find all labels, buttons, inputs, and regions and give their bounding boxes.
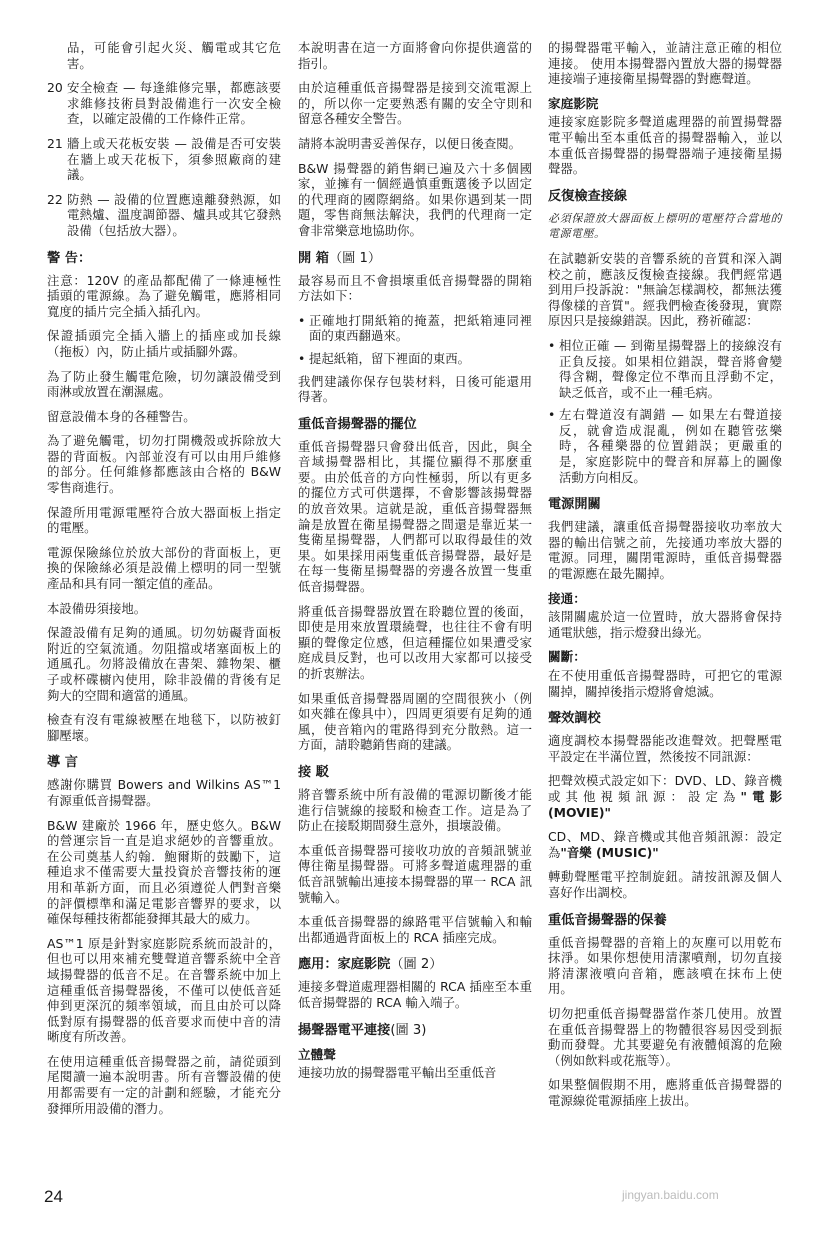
paragraph: 的揚聲器電平輸入，並請注意正確的相位連接。 使用本揚聲器內置放大器的揚聲器連接端子連接衛星揚聲器的對應聲道。 — [548, 40, 782, 87]
heading-sound-adjustment: 聲效調校 — [548, 711, 601, 727]
subheading-off: 關斷： — [548, 649, 586, 665]
page-number: 24 — [44, 1187, 63, 1206]
bullet-icon: • — [548, 407, 556, 423]
item-number: 20 — [47, 80, 63, 96]
paragraph: 將音響系統中所有設備的電源切斷後才能進行信號線的接駁和檢查工作。這是為了防止在接駁期間發生意外，損壞設備。 — [298, 786, 532, 834]
heading-speaker-level — [298, 1023, 532, 1039]
paragraph: 本設備毋須接地。 — [47, 600, 147, 616]
paragraph: 切勿把重低音揚聲器當作茶几使用。放置在重低音揚聲器上的物體很容易因受到振動而發聲。尤其要避免有液體傾瀉的危險（例如飲料或花瓶等）。 — [548, 1005, 782, 1068]
figure-ref: (圖 3) — [390, 1022, 427, 1038]
paragraph: 最容易而且不會損壞重低音揚聲器的開箱方法如下： — [298, 272, 532, 304]
mode-value: "電影 (MOVIE)" — [548, 788, 782, 820]
heading-placement: 重低音揚聲器的擺位 — [298, 416, 417, 432]
heading-warning: 警 告： — [47, 250, 92, 266]
watermark: jingyan.baidu.com — [622, 1188, 719, 1202]
paragraph: 請將本說明書妥善保存，以便日後查閱。 — [298, 135, 522, 151]
paragraph: 連接多聲道處理器相關的 RCA 插座至本重低音揚聲器的 RCA 輸入端子。 — [298, 979, 532, 1010]
item-text: 防熱 — 設備的位置應遠離發熱源，如電熱爐、溫度調節器、爐具或其它發熱設備（包括放大器）。 — [67, 191, 281, 238]
paragraph: 為了避免觸電，切勿打開機殼或拆除放大器的背面板。內部並沒有可以由用戶維修的部分。任何維修都應該由合格的 B&W 零售商進行。 — [47, 433, 281, 496]
paragraph: B&W 建廠於 1966 年，歷史悠久。B&W 的營運宗旨一直是追求絕妙的音響重放。在公司奠基人約翰．鮑爾斯的鼓勵下，這種追求不僅需要大量投資於音響技術的運用和革新方面，而且必須遵從人們對音樂的評價標準和滿足電影音響界的要求，以確保每種技術都能發揮其最大的威力。 — [47, 817, 281, 927]
list-item — [548, 407, 782, 485]
heading-maintenance: 重低音揚聲器的保養 — [548, 912, 667, 928]
item-number: 22 — [47, 191, 63, 207]
heading-unpacking — [298, 251, 532, 267]
item-text: 安全檢查 — 每逢維修完畢，都應該要求維修技術員對設備進行一次安全檢查，以確定設備的工作條件正常。 — [67, 80, 281, 127]
paragraph: 本重低音揚聲器可接收功放的音頻訊號並傳往衛星揚聲器。可將多聲道處理器的重低音訊號輸出連接本揚聲器的單一 RCA 訊號輸入。 — [298, 842, 532, 905]
column-1 — [47, 40, 281, 1125]
item-text: 正確地打開紙箱的掩蓋，把紙箱連同裡面的東西翻過來。 — [309, 312, 532, 344]
heading-check-wiring: 反復檢查接線 — [548, 188, 628, 204]
paragraph: 如果重低音揚聲器周圍的空間很狹小（例如夾雜在像具中），四周更須要有足夠的通風，使音箱內的電路得到充分散熱。這一方面，請聆聽銷售商的建議。 — [298, 690, 532, 753]
paragraph: 重低音揚聲器的音箱上的灰塵可以用乾布抹淨。如果你想使用清潔噴劑，切勿直接將清潔液噴向音箱，應該噴在抹布上使用。 — [548, 934, 782, 997]
paragraph: 將重低音揚聲器放置在聆聽位置的後面，即使是用來放置環繞聲，也往往不會有明顯的聲像定位感，但這種擺位如果遭受家庭成員反對，也可以改用大家都可以接受的折衷辦法。 — [298, 603, 532, 681]
paragraph: B&W 揚聲器的銷售網已遍及六十多個國家，並擁有一個經過慎重甄選後予以固定的代理商的國際網絡。如果你遇到某一問題，零售商無法解決，我們的代理商一定會非常樂意地協助你。 — [298, 160, 532, 238]
paragraph: 連接家庭影院多聲道處理器的前置揚聲器電平輸出至本重低音的揚聲器輸入，並以本重低音揚聲器的揚聲器端子連接衛星揚聲器。 — [548, 114, 782, 177]
bullet-icon: • — [298, 350, 306, 366]
paragraph: 保證插頭完全插入牆上的插座或加長線（拖板）內，防止插片或插腳外露。 — [47, 328, 281, 359]
item-text: 提起紙箱，留下裡面的東西。 — [309, 350, 471, 366]
paragraph: 在不使用重低音揚聲器時，可把它的電源關掉，關掉後指示燈將會熄滅。 — [548, 668, 782, 699]
paragraph: 檢查有沒有電線被壓在地毯下，以防被釘腳壓壞。 — [47, 712, 281, 743]
paragraph: 重低音揚聲器只會發出低音，因此，與全音域揚聲器相比，其擺位顯得不那麼重要。由於低音的方向性極弱，所以有更多的擺位方式可供選擇，不會影響該揚聲器的放音效果。這就是說，重低音揚聲器無論是放置在衛星揚聲器之間還是靠近某一隻衛星揚聲器，人們都可以取得最佳的效果。如果採用兩隻重低音揚聲器，最好是在每一隻衛星揚聲器的旁邊各放置一隻重低音揚聲器。 — [298, 438, 532, 595]
heading-connection: 接 駁 — [298, 764, 329, 780]
item-number: 21 — [47, 135, 63, 151]
mode-value: "音樂 (MUSIC)" — [560, 844, 659, 860]
paragraph: 本說明書在這一方面將會向你提供適當的指引。 — [298, 40, 532, 71]
paragraph: AS™1 原是針對家庭影院系統而設計的，但也可以用來補充雙聲道音響系統中全音域揚聲器的低音不足。在音響系統中加上這種重低音揚聲器後，不僅可以使低音延伸到更深沉的頻率領域，而且由於可以降低對原有揚聲器的低音要求而使中音的清晰度有所改善。 — [47, 935, 281, 1045]
text: CD、MD、錄音機或其他音頻訊源：設定為 — [548, 829, 782, 860]
paragraph: 留意設備本身的各種警告。 — [47, 408, 196, 424]
subheading-stereo: 立體聲 — [298, 1046, 336, 1062]
paragraph-movie-mode — [548, 773, 782, 820]
list-item — [47, 80, 281, 127]
paragraph: 保證設備有足夠的通風。切勿妨礙背面板附近的空氣流通。勿阻擋或堵塞面板上的通風孔。勿將設備放在書架、雜物架、櫃子或杯碟櫥內使用，除非設備的背後有足夠大的空間和適當的通風。 — [47, 625, 281, 703]
paragraph: 如果整個假期不用，應將重低音揚聲器的電源線從電源插座上拔出。 — [548, 1077, 782, 1108]
heading-text: 應用：家庭影院 — [298, 957, 391, 973]
list-item — [47, 136, 281, 183]
list-item — [47, 192, 281, 239]
heading-power-switch: 電源開關 — [548, 497, 601, 513]
subheading-home-theater: 家庭影院 — [548, 95, 599, 111]
column-3 — [548, 40, 782, 1117]
paragraph: 電源保險絲位於放大部份的背面板上，更換的保險絲必須是設備上標明的同一型號產品和具有同一額定值的產品。 — [47, 544, 281, 592]
figure-ref: （圖 2） — [390, 957, 443, 973]
paragraph: 該開關處於這一位置時，放大器將會保持通電狀態，指示燈發出綠光。 — [548, 609, 782, 640]
paragraph: 保證所用電源電壓符合放大器面板上指定的電壓。 — [47, 504, 281, 536]
column-2 — [298, 40, 532, 1090]
list-item — [548, 338, 782, 400]
paragraph: 為了防止發生觸電危險，切勿讓設備受到雨淋或放置在潮濕處。 — [47, 368, 281, 400]
voltage-note: 必須保證放大器面板上標明的電壓符合當地的電源電壓。 — [548, 211, 782, 241]
paragraph: 品，可能會引起火災、觸電或其它危害。 — [67, 40, 281, 71]
paragraph: 感謝你購買 Bowers and Wilkins AS™1 有源重低音揚聲器。 — [47, 777, 281, 808]
item-text: 相位正確 — 到衛星揚聲器上的接線沒有正負反接。如果相位錯誤，聲音將會變得含糊，聲像定位不準而且浮動不定，缺乏低音，或不止一種毛病。 — [559, 337, 782, 400]
heading-text: 揚聲器電平連接 — [298, 1022, 391, 1038]
item-text: 牆上或天花板安裝 — 設備是否可安裝在牆上或天花板下，須參照廠商的建議。 — [67, 135, 281, 183]
paragraph-music-mode — [548, 829, 782, 860]
heading-home-theater-use — [298, 957, 532, 973]
item-text: 左右聲道沒有調錯 — 如果左右聲道接反，就會造成混亂，例如在聽管弦樂時，各種樂器的位置錯誤；更嚴重的是，家庭影院中的聲音和屏幕上的圖像活動方向相反。 — [559, 407, 782, 485]
paragraph: 適度調校本揚聲器能改進聲效。把聲壓電平設定在半滿位置，然後按不同訊源： — [548, 733, 782, 764]
figure-ref: （圖 1） — [328, 250, 382, 266]
paragraph: 由於這種重低音揚聲器是接到交流電源上的，所以你一定要熟悉有關的安全守則和留意各種安全警告。 — [298, 80, 532, 127]
paragraph: 在使用這種重低音揚聲器之前，請從頭到尾閱讀一遍本說明書。所有音響設備的使用都需要有一定的計劃和經驗，才能充分發揮所用設備的潛力。 — [47, 1053, 281, 1116]
list-item — [298, 313, 532, 344]
bullet-icon: • — [548, 337, 556, 353]
paragraph: 我們建議，讓重低音揚聲器接收功率放大器的輸出信號之前，先接通功率放大器的電源。同理，關閉電源時，重低音揚聲器的電源應在最先關掉。 — [548, 519, 782, 582]
heading-text: 開 箱 — [298, 250, 329, 266]
text: 把聲效模式設定如下：DVD、LD、錄音機或其他視頻訊源：設定為 — [548, 773, 782, 804]
bullet-icon: • — [298, 312, 306, 328]
heading-introduction: 導 言 — [47, 755, 78, 771]
paragraph: 轉動聲壓電平控制旋鈕。請按訊源及個人喜好作出調校。 — [548, 869, 782, 900]
paragraph: 在試聽新安裝的音響系統的音質和深入調校之前，應該反復檢查接線。我們經常遇到用戶投訴說："無論怎樣調校，都無法獲得像樣的音質"。經我們檢查後發現，實際原因只是接線錯誤。因此，務祈確認： — [548, 250, 782, 329]
subheading-on: 接通： — [548, 590, 586, 606]
paragraph: 本重低音揚聲器的線路電平信號輸入和輸出都通過背面板上的 RCA 插座完成。 — [298, 914, 532, 945]
paragraph: 注意：120V 的產品都配備了一條連極性插頭的電源線。為了避免觸電，應將相同寬度的插片完全插入插孔內。 — [47, 272, 281, 319]
list-item — [298, 351, 532, 367]
paragraph: 我們建議你保存包裝材料，日後可能還用得著。 — [298, 373, 532, 405]
paragraph: 連接功放的揚聲器電平輸出至重低音 — [298, 1065, 497, 1081]
